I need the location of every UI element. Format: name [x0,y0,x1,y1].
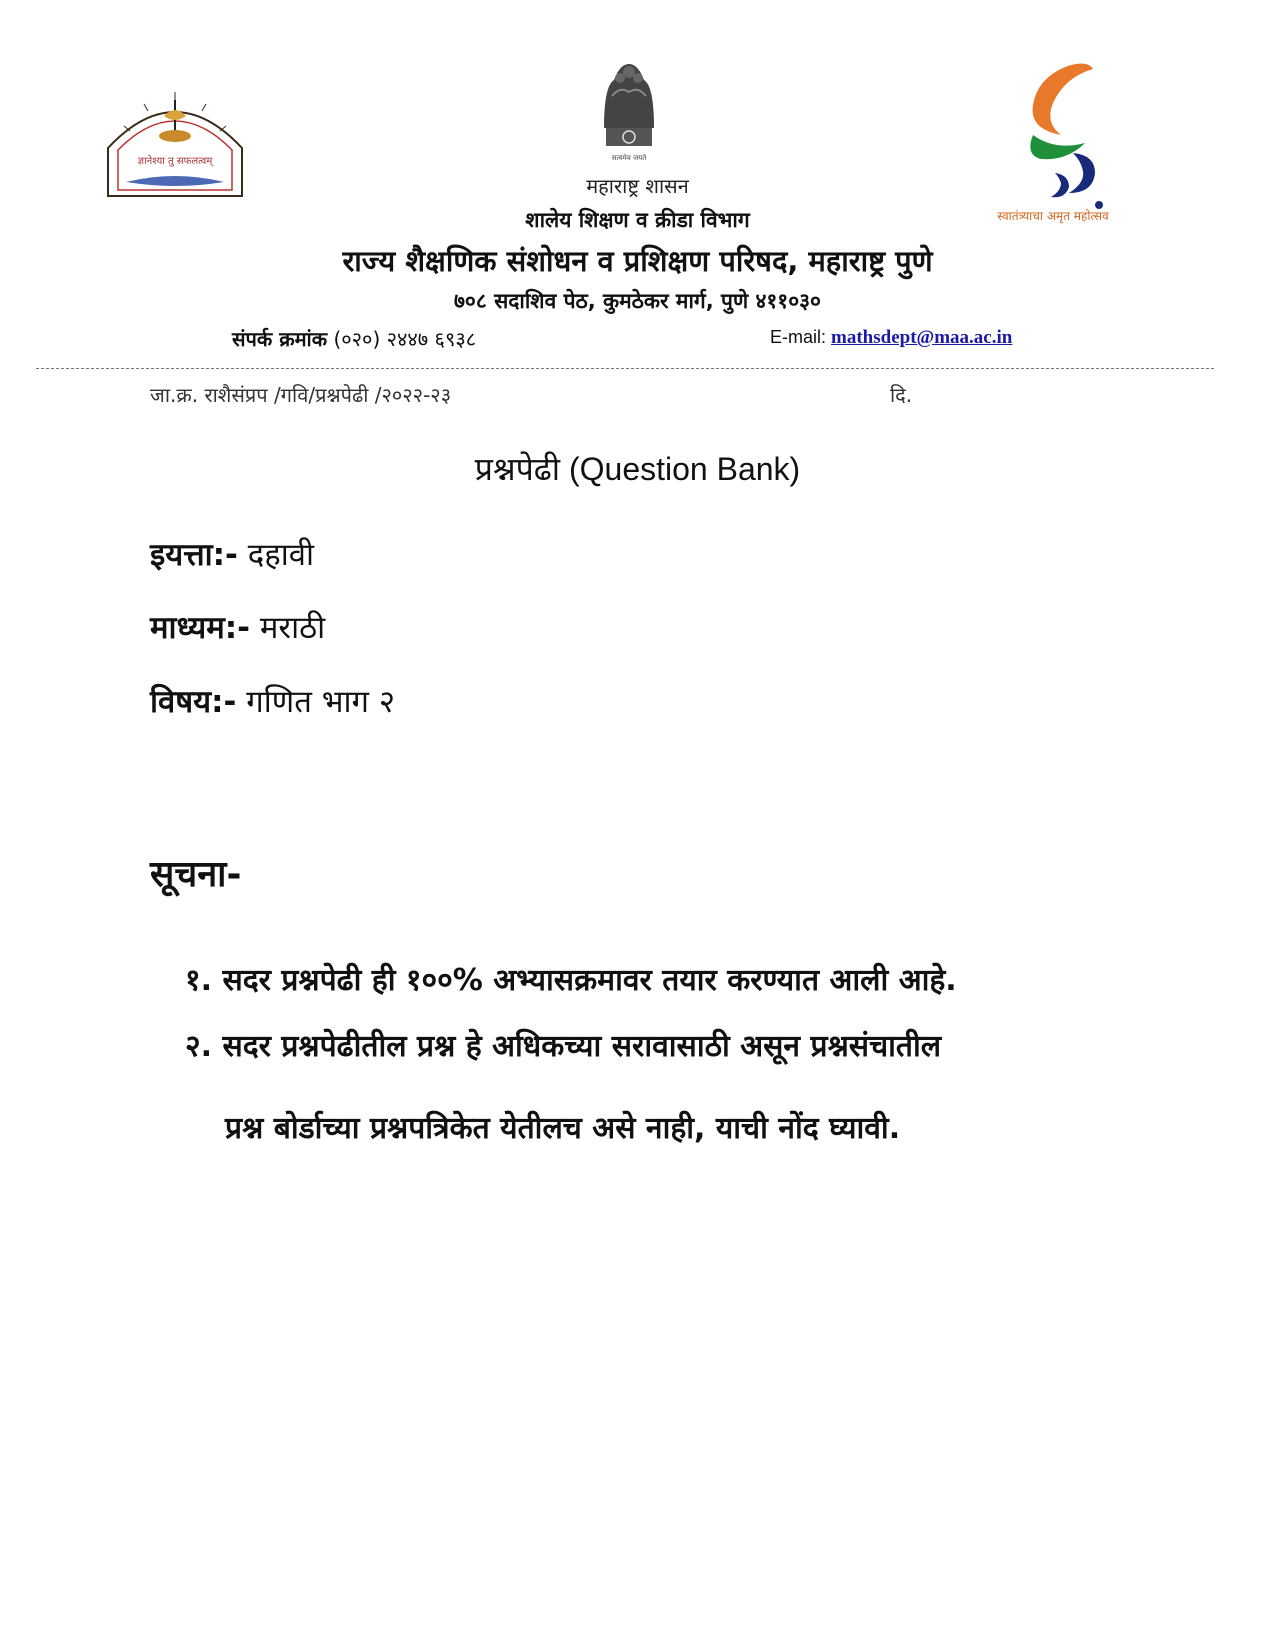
email-block [770,327,1012,349]
medium-value: मराठी [259,610,326,646]
svg-text:ज्ञानेश्या तु सफलत्वम्: ज्ञानेश्या तु सफलत्वम् [137,156,213,167]
note-item-continued: प्रश्न बोर्डाच्या प्रश्नपत्रिकेत येतीलच असे नाही, याची नोंद घ्यावी. [225,1111,901,1146]
subject-label: विषय:- [150,684,237,720]
header-divider [36,368,1214,369]
note-item: १. सदर प्रश्नपेढी ही १००% अभ्यासक्रमावर तयार करण्यात आली आहे. [185,963,957,998]
subject-value: गणित भाग २ [246,684,395,720]
medium-label: माध्यम:- [150,610,251,646]
subject-field [150,680,395,722]
date-label: दि. [890,383,913,407]
reference-number: जा.क्र. राशैसंप्रप /गवि/प्रश्नपेढी /२०२२-२३ [150,383,452,407]
council-name: राज्य शैक्षणिक संशोधन व प्रशिक्षण परिषद, महाराष्ट्र पुणे [342,244,933,278]
svg-text:सत्यमेव जयते: सत्यमेव जयते [611,154,647,162]
department-name: शालेय शिक्षण व क्रीडा विभाग [525,208,750,232]
class-value: दहावी [247,537,314,573]
office-address: ७०८ सदाशिव पेठ, कुमठेकर मार्ग, पुणे ४११०३० [454,289,821,313]
note-item: २. सदर प्रश्नपेढीतील प्रश्न हे अधिकच्या सरावासाठी असून प्रश्नसंचातील [185,1029,942,1064]
contact-value: (०२०) २४४७ ६९३८ [333,327,477,351]
email-label: E-mail: [770,327,827,347]
notes-heading: सूचना- [150,854,242,895]
government-name: महाराष्ट्र शासन [586,174,689,198]
medium-field [150,606,325,648]
contact-label: संपर्क क्रमांक [232,327,328,351]
ashoka-emblem-icon [590,56,668,168]
document-title: प्रश्नपेढी (Question Bank) [474,451,801,487]
class-field [150,533,314,575]
class-label: इयत्ता:- [150,537,238,573]
contact-number [232,325,476,352]
email-link[interactable]: mathsdept@maa.ac.in [831,327,1013,348]
svg-text:स्वातंत्र्याचा अमृत महोत्सव: स्वातंत्र्याचा अमृत महोत्सव [997,209,1109,223]
